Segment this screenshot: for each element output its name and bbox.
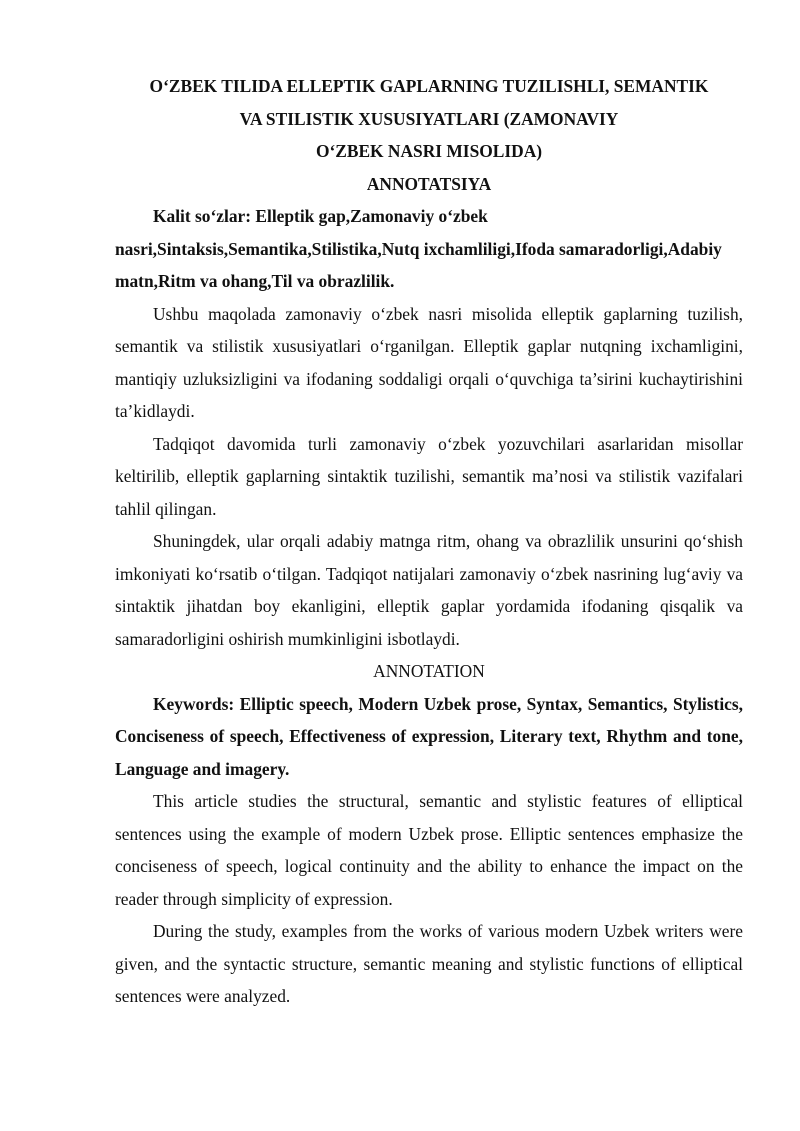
annotatsiya-heading: ANNOTATSIYA: [366, 173, 492, 194]
annotation-heading: ANNOTATION: [373, 661, 485, 681]
english-abstract-paragraph-2: During the study, examples from the works of various modern Uzbek writers were given, and the syntactic structure, semantic meaning and stylistic functions of elliptical sentences were analyzed.: [115, 921, 743, 1006]
paper-title-line-3: O‘ZBEK NASRI MISOLIDA): [315, 141, 543, 161]
english-keywords: Keywords: Elliptic speech, Modern Uzbek prose, Syntax, Semantics, Stylistics, Conciseness of speech, Effectiveness of expression, Literary text, Rhythm and tone, Language and imagery.: [115, 693, 743, 779]
uzbek-abstract-paragraph-1: Ushbu maqolada zamonaviy o‘zbek nasri misolida elleptik gaplarning tuzilish, semantik va stilistik xususiyatlari o‘rganilgan. Elleptik gaplar nutqning ixchamligini, mantiqiy uzluksizligini va ifodaning soddaligi orqali o‘quvchiga ta’sirini kuchaytirishini ta’kidlaydi.: [115, 303, 743, 421]
uzbek-abstract-paragraph-2: Tadqiqot davomida turli zamonaviy o‘zbek yozuvchilari asarlaridan misollar keltirilib, elleptik gaplarning sintaktik tuzilishi, semantik ma’nosi va stilistik vazifalari tahlil qilingan.: [115, 433, 743, 519]
english-abstract-paragraph-1: This article studies the structural, semantic and stylistic features of elliptical sentences using the example of modern Uzbek prose. Elliptic sentences emphasize the conciseness of speech, logical continuity and the ability to enhance the impact on the reader through simplicity of expression.: [115, 791, 743, 909]
paper-title-line-1: O‘ZBEK TILIDA ELLEPTIK GAPLARNING TUZILISHLI, SEMANTIK: [149, 76, 709, 96]
uzbek-keywords: Kalit so‘zlar: Elleptik gap,Zamonaviy o‘zbek nasri,Sintaksis,Semantika,Stilistika,Nutq ixchamliligi,Ifoda samaradorligi,Adabiy matn,Ritm va ohang,Til va obrazlilik.: [115, 206, 722, 291]
paper-title-line-2: VA STILISTIK XUSUSIYATLARI (ZAMONAVIY: [239, 108, 619, 129]
paper-title: [115, 70, 743, 168]
uzbek-abstract-paragraph-3: Shuningdek, ular orqali adabiy matnga ritm, ohang va obrazlilik unsurini qo‘shish imkoniyati ko‘rsatib o‘tilgan. Tadqiqot natijalari zamonaviy o‘zbek nasrining lug‘aviy va sintaktik jihatdan boy ekanligini, elleptik gaplar yordamida ifodaning qisqalik va samaradorligini oshirish mumkinligini isbotlaydi.: [115, 531, 743, 649]
document-page: [115, 70, 743, 1013]
